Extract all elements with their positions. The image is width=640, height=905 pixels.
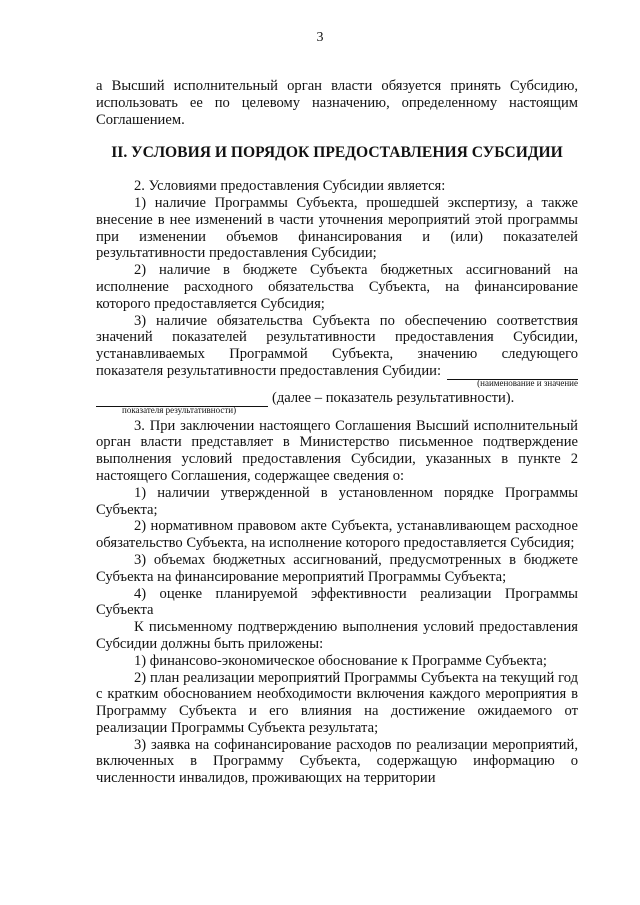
attachments-paragraph: К письменному подтверждению выполнения условий предоставления Субсидии должны быть приложены: [96,619,578,652]
caption-name-value: (наименование и значение [477,377,578,388]
paragraph-3: 3. При заключении настоящего Соглашения Высший исполнительный орган власти представляет в Министерство письменное подтверждение выполнения условий предоставления Субсидии, указанных в пункте 2 настоящего Соглашения, содержащее сведения о: [96,417,578,484]
paragraph-2: 2. Условиями предоставления Субсидии является: [134,178,446,195]
paragraph-3-item-2: 2) нормативном правовом акте Субъекта, устанавливающем расходное обязательство Субъекта, на исполнение которого предоставляется Субсидия; [96,518,578,552]
paragraph-3-item-1: 1) наличии утвержденной в установленном порядке Программы Субъекта; [96,484,578,518]
paragraph-3-item-3: 3) объемах бюджетных ассигнований, предусмотренных в бюджете Субъекта на финансирование мероприятий Программы Субъекта; [96,551,578,585]
document-body [96,78,578,787]
paragraph-2-item-3-tail: (далее – показатель результативности). [272,389,515,406]
paragraph-2-item-1: 1) наличие Программы Субъекта, прошедшей экспертизу, а также внесение в нее изменений в части уточнения мероприятий этой программы при изменении объемов финансирования и (или) показателей результативности предоставления Субсидии; [96,194,578,262]
paragraph-2-item-3-line-1: 3) наличие обязательства Субъекта по обеспечению соответствия [134,312,578,329]
paragraph-2-item-3-line-2: значений показателей результативности предоставления Субсидии, [96,329,578,346]
page-number: 3 [316,30,324,45]
paragraph-2-item-3-last-line: показателя результативности предоставления Субидии: [96,362,442,379]
attachment-item-1: 1) финансово-экономическое обоснование к Программе Субъекта; [134,652,547,669]
intro-paragraph: а Высший исполнительный орган власти обязуется принять Субсидию, использовать ее по целевому назначению, определенному настоящим Соглашением. [96,78,578,128]
section-title: II. УСЛОВИЯ И ПОРЯДОК ПРЕДОСТАВЛЕНИЯ СУБСИДИИ [111,144,563,162]
paragraph-2-item-2: 2) наличие в бюджете Субъекта бюджетных ассигнований на исполнение расходного обязательства Субъекта, на финансирование которого предоставляется Субсидия; [96,262,578,312]
attachment-item-3: 3) заявка на софинансирование расходов по реализации мероприятий, включенных в Программу Субъекта, содержащую информацию о численности инвалидов, проживающих на территории [96,736,578,787]
caption-indicator: показателя результативности) [122,404,237,415]
paragraph-2-item-3-line-3: устанавливаемых Программой Субъекта, значению следующего [96,346,578,363]
paragraph-3-item-4: 4) оценке планируемой эффективности реализации Программы Субъекта [96,585,578,619]
attachment-item-2: 2) план реализации мероприятий Программы Субъекта на текущий год с кратким обоснованием необходимости включения каждого мероприятия в Программу Субъекта и его влияния на достижение ожидаемого от реализации Программы Субъекта результата; [96,669,578,736]
